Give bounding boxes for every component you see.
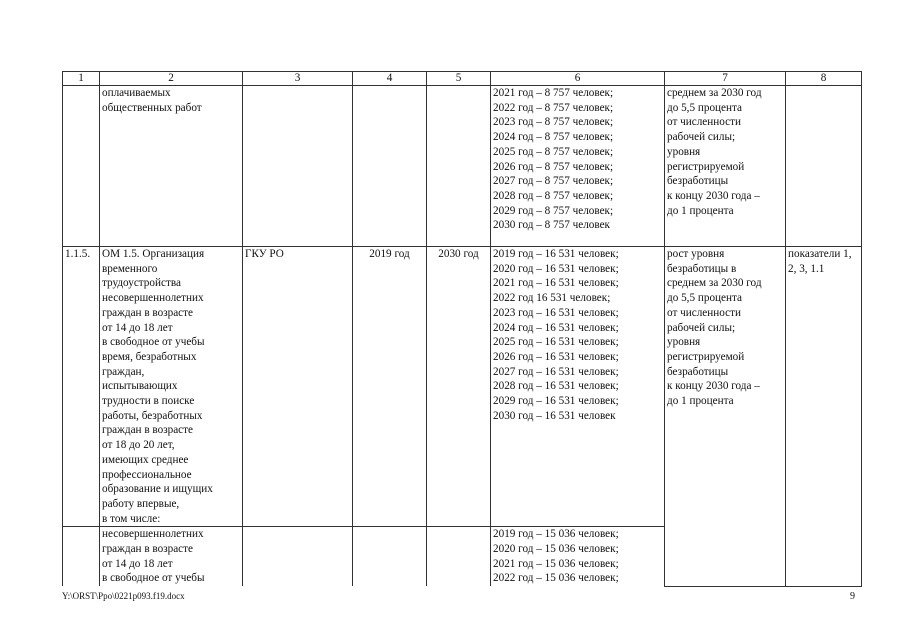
program-activities-table — [62, 71, 862, 587]
column-number-cell: 3 — [243, 72, 353, 86]
executor-cell — [243, 86, 353, 247]
start-year-cell: 2019 год — [353, 247, 427, 527]
file-path-footer: Y:\ORST\Ppo\0221p093.f19.docx — [62, 591, 185, 601]
column-number-cell: 7 — [665, 72, 786, 86]
column-number-cell: 6 — [491, 72, 665, 86]
column-number-cell: 4 — [353, 72, 427, 86]
indicators-cell: показатели 1, 2, 3, 1.1 — [786, 247, 862, 587]
row-number-cell: 1.1.5. — [63, 247, 100, 527]
column-number-cell: 5 — [427, 72, 491, 86]
column-number-cell: 1 — [63, 72, 100, 86]
start-year-cell — [353, 527, 427, 586]
end-year-cell — [427, 527, 491, 586]
column-number-row — [63, 72, 862, 86]
table-row — [63, 247, 862, 527]
activity-name-cell: ОМ 1.5. Организация временного трудоустройства несовершеннолетних граждан в возрасте от 14 до 18 лет в свободное от учебы время, безработных граждан, испытывающих трудности в поиске работы, безработных граждан в возрасте от 18 до 20 лет, имеющих среднее профессиональное образование и ищущих работу впервые, в том числе: — [100, 247, 243, 527]
executor-cell: ГКУ РО — [243, 247, 353, 527]
table-row — [63, 86, 862, 247]
expected-result-cell: среднем за 2030 год до 5,5 процента от численности рабочей силы; уровня регистрируемой безработицы к концу 2030 года – до 1 процента — [665, 86, 786, 247]
indicators-cell — [786, 86, 862, 247]
row-number-cell — [63, 86, 100, 247]
page-number: 9 — [850, 591, 855, 602]
start-year-cell — [353, 86, 427, 247]
end-year-cell — [427, 86, 491, 247]
yearly-targets-cell: 2019 год – 16 531 человек; 2020 год – 16 531 человек; 2021 год – 16 531 человек; 2022 год 16 531 человек; 2023 год – 16 531 человек; 2024 год – 16 531 человек; 2025 год – 16 531 человек; 2026 год – 16 531 человек; 2027 год – 16 531 человек; 2028 год – 16 531 человек; 2029 год – 16 531 человек; 2030 год – 16 531 человек — [491, 247, 665, 527]
expected-result-cell: рост уровня безработицы в среднем за 2030 год до 5,5 процента от численности рабочей силы; уровня регистрируемой безработицы к концу 2030 года – до 1 процента — [665, 247, 786, 587]
end-year-cell: 2030 год — [427, 247, 491, 527]
yearly-targets-cell: 2021 год – 8 757 человек; 2022 год – 8 757 человек; 2023 год – 8 757 человек; 2024 год – 8 757 человек; 2025 год – 8 757 человек; 2026 год – 8 757 человек; 2027 год – 8 757 человек; 2028 год – 8 757 человек; 2029 год – 8 757 человек; 2030 год – 8 757 человек — [491, 86, 665, 247]
row-number-cell — [63, 527, 100, 586]
executor-cell — [243, 527, 353, 586]
activity-name-cell: оплачиваемых общественных работ — [100, 86, 243, 247]
activity-name-cell: несовершеннолетних граждан в возрасте от 14 до 18 лет в свободное от учебы — [100, 527, 243, 586]
yearly-targets-cell: 2019 год – 15 036 человек; 2020 год – 15 036 человек; 2021 год – 15 036 человек; 2022 год – 15 036 человек; — [491, 527, 665, 586]
column-number-cell: 2 — [100, 72, 243, 86]
column-number-cell: 8 — [786, 72, 862, 86]
